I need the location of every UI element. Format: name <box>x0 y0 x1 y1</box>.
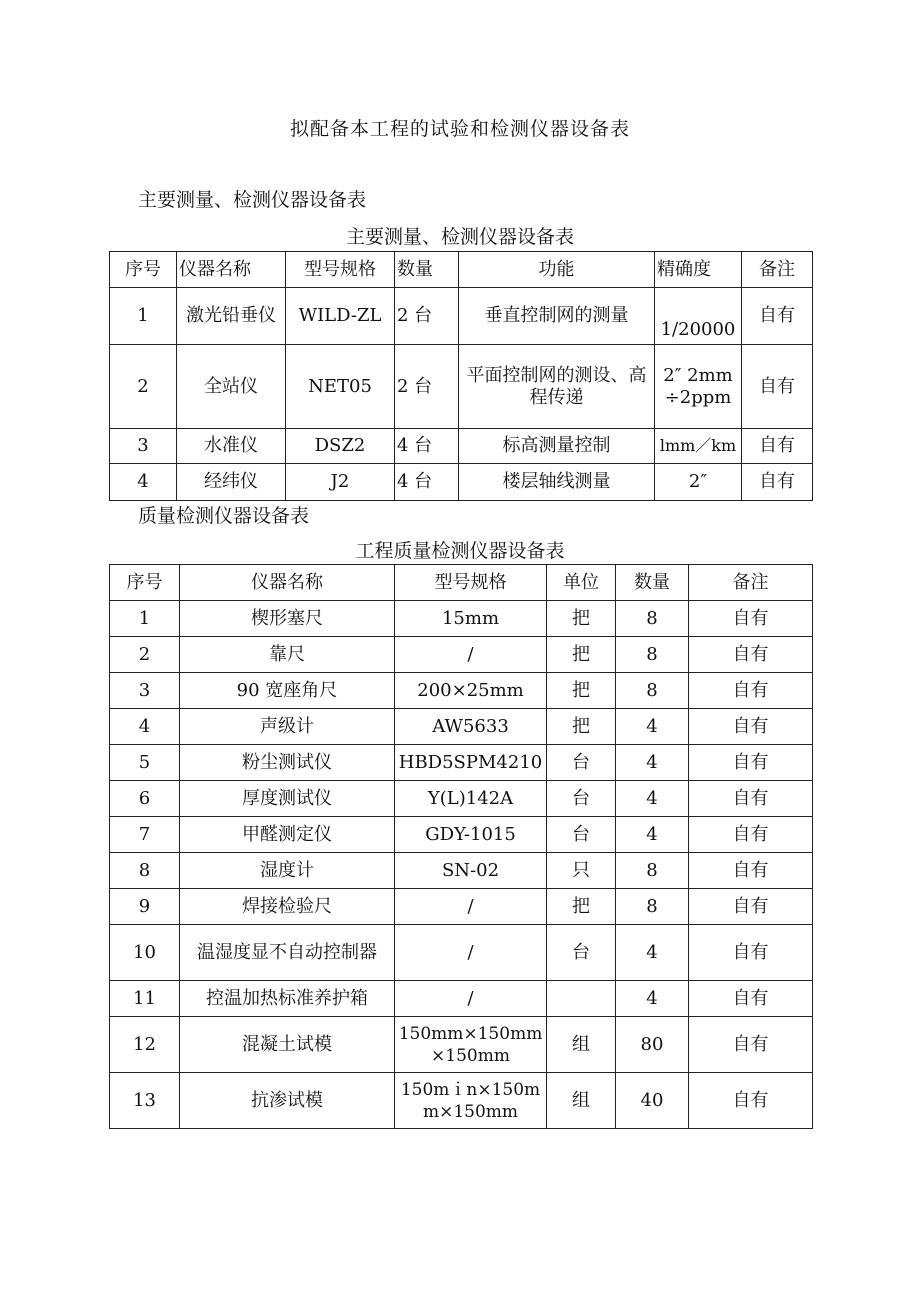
header-cell: 数量 <box>616 565 689 601</box>
table-cell: 2 <box>110 637 180 673</box>
table-row <box>110 637 813 673</box>
table-cell: 湿度计 <box>180 853 395 889</box>
table-cell: J2 <box>286 464 395 501</box>
table-cell: 4 台 <box>395 464 459 501</box>
table-cell: 10 <box>110 925 180 981</box>
table-cell: 4 <box>110 709 180 745</box>
table-cell: Y(L)142A <box>395 781 547 817</box>
table-cell: 2 <box>110 345 177 429</box>
table-cell: AW5633 <box>395 709 547 745</box>
table-cell: 150mｉn×150mm×150mm <box>395 1073 547 1129</box>
table-cell: 混凝土试模 <box>180 1017 395 1073</box>
table-cell: 8 <box>616 637 689 673</box>
table-cell: 7 <box>110 817 180 853</box>
table-row <box>110 429 813 464</box>
table-cell: 自有 <box>689 637 813 673</box>
section-heading-measurement: 主要测量、检测仪器设备表 <box>138 189 367 211</box>
table-cell: 2″ <box>655 464 742 501</box>
header-cell: 序号 <box>110 252 177 288</box>
table-cell: 1/20000 <box>655 288 742 345</box>
table-cell: 11 <box>110 981 180 1017</box>
table-cell: 把 <box>547 601 616 637</box>
section-heading-quality: 质量检测仪器设备表 <box>138 505 310 527</box>
table-cell: 自有 <box>689 889 813 925</box>
header-cell: 精确度 <box>655 252 742 288</box>
table-cell: 5 <box>110 745 180 781</box>
table-cell: 自有 <box>689 781 813 817</box>
table-cell: 8 <box>616 601 689 637</box>
table-cell: 自有 <box>689 1073 813 1129</box>
table-cell: 90 宽座角尺 <box>180 673 395 709</box>
table-cell: 自有 <box>742 464 813 501</box>
header-cell: 备注 <box>742 252 813 288</box>
table-cell: 4 <box>616 709 689 745</box>
table-cell: / <box>395 637 547 673</box>
table-cell: WILD-ZL <box>286 288 395 345</box>
table-cell: 8 <box>616 889 689 925</box>
table-cell: 8 <box>616 853 689 889</box>
header-cell: 型号规格 <box>286 252 395 288</box>
table-cell: 组 <box>547 1017 616 1073</box>
table-row <box>110 1017 813 1073</box>
table-cell: 把 <box>547 709 616 745</box>
table-cell: 自有 <box>689 1017 813 1073</box>
table-caption-measurement: 主要测量、检测仪器设备表 <box>345 226 574 248</box>
table-cell: 楔形塞尺 <box>180 601 395 637</box>
table-cell: 自有 <box>689 817 813 853</box>
table-cell: 4 <box>616 925 689 981</box>
table-cell: 自有 <box>689 673 813 709</box>
table-cell: 3 <box>110 429 177 464</box>
table-cell <box>547 981 616 1017</box>
table-cell: 40 <box>616 1073 689 1129</box>
table-cell: 台 <box>547 781 616 817</box>
table-cell: SN-02 <box>395 853 547 889</box>
table-cell: DSZ2 <box>286 429 395 464</box>
table-caption-quality: 工程质量检测仪器设备表 <box>355 540 565 562</box>
table-cell: 水准仪 <box>177 429 286 464</box>
table-row <box>110 1073 813 1129</box>
table-row <box>110 673 813 709</box>
document-title: 拟配备本工程的试验和检测仪器设备表 <box>289 118 630 140</box>
table-cell: 4 <box>616 745 689 781</box>
table-cell: 垂直控制网的测量 <box>459 288 655 345</box>
table-cell: 15mm <box>395 601 547 637</box>
table-cell: 甲醛测定仪 <box>180 817 395 853</box>
table-cell: 200×25mm <box>395 673 547 709</box>
table-cell: 台 <box>547 925 616 981</box>
measurement-equipment-table <box>109 251 813 501</box>
table-cell: 标高测量控制 <box>459 429 655 464</box>
table-cell: 台 <box>547 745 616 781</box>
table-cell: 自有 <box>689 981 813 1017</box>
table-cell: 楼层轴线测量 <box>459 464 655 501</box>
table-row <box>110 601 813 637</box>
header-cell: 数量 <box>395 252 459 288</box>
table-cell: 经纬仪 <box>177 464 286 501</box>
table-row <box>110 288 813 345</box>
table-cell: 自有 <box>742 345 813 429</box>
table-cell: 自有 <box>689 601 813 637</box>
table-cell: 把 <box>547 673 616 709</box>
table-cell: 13 <box>110 1073 180 1129</box>
table-cell: 6 <box>110 781 180 817</box>
table-cell: 组 <box>547 1073 616 1129</box>
table-cell: 1 <box>110 288 177 345</box>
table-cell: / <box>395 981 547 1017</box>
header-cell: 备注 <box>689 565 813 601</box>
table-cell: 自有 <box>742 288 813 345</box>
table-cell: 9 <box>110 889 180 925</box>
table-row <box>110 464 813 501</box>
table-cell: 4 台 <box>395 429 459 464</box>
table-cell: 自有 <box>689 709 813 745</box>
header-cell: 仪器名称 <box>177 252 286 288</box>
table-cell: 把 <box>547 637 616 673</box>
table-cell: / <box>395 889 547 925</box>
table-cell: 声级计 <box>180 709 395 745</box>
table-cell: 台 <box>547 817 616 853</box>
table-cell: 全站仪 <box>177 345 286 429</box>
table-row <box>110 345 813 429</box>
table-row <box>110 745 813 781</box>
table-cell: 4 <box>616 981 689 1017</box>
table-cell: HBD5SPM4210 <box>395 745 547 781</box>
table-cell: 温湿度显不自动控制器 <box>180 925 395 981</box>
table-row <box>110 853 813 889</box>
table-cell: 2″ 2mm÷2ppm <box>655 345 742 429</box>
table-cell: NET05 <box>286 345 395 429</box>
table-cell: 3 <box>110 673 180 709</box>
header-cell: 功能 <box>459 252 655 288</box>
table-cell: 8 <box>616 673 689 709</box>
header-cell: 序号 <box>110 565 180 601</box>
table-header-row <box>110 252 813 288</box>
table-cell: 2 台 <box>395 345 459 429</box>
table-cell: 80 <box>616 1017 689 1073</box>
table-cell: 1 <box>110 601 180 637</box>
table-row <box>110 781 813 817</box>
table-cell: 150mm×150mm×150mm <box>395 1017 547 1073</box>
table-cell: / <box>395 925 547 981</box>
table-cell: 4 <box>110 464 177 501</box>
table-cell: 控温加热标准养护箱 <box>180 981 395 1017</box>
table-cell: 4 <box>616 817 689 853</box>
table-cell: 抗渗试模 <box>180 1073 395 1129</box>
table-row <box>110 925 813 981</box>
header-cell: 仪器名称 <box>180 565 395 601</box>
table-row <box>110 889 813 925</box>
table-cell: 把 <box>547 889 616 925</box>
table-cell: 4 <box>616 781 689 817</box>
table-header-row <box>110 565 813 601</box>
table-cell: 自有 <box>689 925 813 981</box>
table-cell: 2 台 <box>395 288 459 345</box>
table-cell: 12 <box>110 1017 180 1073</box>
table-cell: 焊接检验尺 <box>180 889 395 925</box>
quality-equipment-table <box>109 564 813 1129</box>
table-row <box>110 981 813 1017</box>
table-cell: 厚度测试仪 <box>180 781 395 817</box>
table-row <box>110 709 813 745</box>
table-cell: 只 <box>547 853 616 889</box>
header-cell: 型号规格 <box>395 565 547 601</box>
table-cell: 靠尺 <box>180 637 395 673</box>
table-cell: GDY-1015 <box>395 817 547 853</box>
table-cell: lmm／km <box>655 429 742 464</box>
table-cell: 自有 <box>689 853 813 889</box>
header-cell: 单位 <box>547 565 616 601</box>
table-cell: 自有 <box>742 429 813 464</box>
table-cell: 激光铅垂仪 <box>177 288 286 345</box>
table-cell: 粉尘测试仪 <box>180 745 395 781</box>
table-cell: 平面控制网的测设、高程传递 <box>459 345 655 429</box>
table-row <box>110 817 813 853</box>
table-cell: 自有 <box>689 745 813 781</box>
table-cell: 8 <box>110 853 180 889</box>
